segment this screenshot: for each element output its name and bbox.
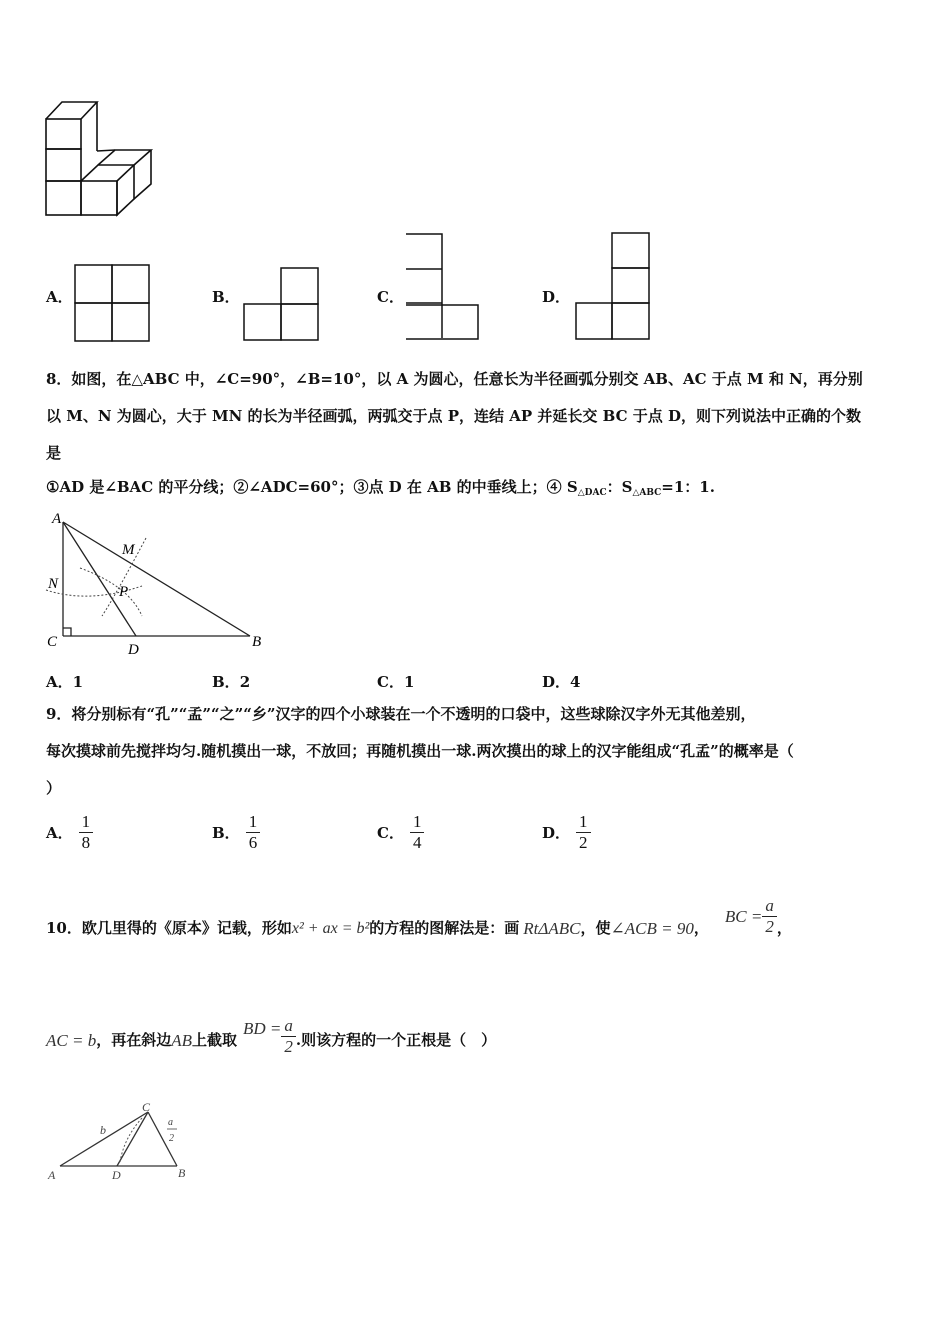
q7-option-a-label: A． <box>46 288 73 306</box>
q10-text-method: 的方程的图解法是：画 <box>369 918 520 937</box>
q10-angle: ∠ACB = 90 <box>610 918 694 938</box>
q9-option-b-den: 6 <box>248 833 258 852</box>
q8-ratio: =1：1. <box>661 478 715 496</box>
q9-option-a-label: A． <box>46 824 73 842</box>
q9-option-c-fraction <box>410 812 425 853</box>
q9-option-d-num: 1 <box>576 812 591 833</box>
q8-option-a <box>46 671 83 692</box>
q10-triangle: RtΔABC <box>523 918 581 938</box>
q10-ac: AC = b <box>46 1030 97 1050</box>
q10-ab: AB <box>171 1030 192 1050</box>
q10-bc-lhs: BC = <box>724 906 763 926</box>
q10-text-cut: ，再在斜边 <box>96 1030 172 1049</box>
q10-text-make: ，使 <box>580 918 611 937</box>
q8-option-d-value: 4 <box>570 673 581 691</box>
q10-label-a-side: a <box>168 1117 173 1128</box>
q9-option-c-label: C． <box>377 824 404 842</box>
q7-option-c-figure <box>404 233 484 343</box>
q10-bd-den: 2 <box>284 1036 293 1056</box>
q7-option-a-figure <box>74 264 152 344</box>
q8-label-a: A <box>52 511 62 527</box>
q8-label-m: M <box>122 542 135 558</box>
q8-label-c: C <box>47 634 58 650</box>
q8-option-d-label: D． <box>542 673 571 691</box>
q8-option-c-value: 1 <box>403 673 415 691</box>
q10-bd-lhs: BD = <box>243 1018 282 1038</box>
q9-line2: 每次摸球前先搅拌均匀.随机摸出一球，不放回；再随机摸出一球.两次摸出的球上的汉字能组成“孔孟”的概率是（ <box>46 742 794 760</box>
q8-option-b <box>212 671 250 692</box>
q9-option-b-fraction <box>246 812 261 853</box>
q8-option-c <box>377 671 414 692</box>
q8-sub-dac: △DAC <box>577 488 607 498</box>
q7-option-b-figure <box>242 267 322 343</box>
q10-text-question: .则该方程的一个正根是（ ） <box>295 1030 497 1049</box>
q10-bc-num: a <box>762 896 777 917</box>
q9-option-d-fraction <box>576 812 591 853</box>
q9-option-a <box>46 812 93 853</box>
q7-option-c-label: C． <box>377 288 404 306</box>
q10-equation: x² + ax = b² <box>291 919 370 937</box>
q7-option-d-figure <box>574 232 654 342</box>
q8-option-b-label: B． <box>212 673 240 691</box>
q8-triangle-figure <box>44 508 269 658</box>
q9-option-a-num: 1 <box>79 812 94 833</box>
q8-option-b-value: 2 <box>239 673 251 691</box>
q9-option-d-den: 2 <box>579 833 588 852</box>
q9-option-a-den: 8 <box>81 833 91 852</box>
q10-bc-fraction <box>762 896 777 937</box>
q9-option-a-fraction <box>79 812 94 853</box>
q10-label-b: B <box>178 1166 186 1180</box>
q9-option-c-num: 1 <box>410 812 425 833</box>
q7-option-d-label: D． <box>542 288 571 306</box>
q8-label-d: D <box>128 642 139 658</box>
q10-label-c: C <box>142 1100 151 1114</box>
q10-label-two: 2 <box>169 1133 174 1144</box>
q10-line2 <box>46 1010 496 1070</box>
q9-line1: 9．将分别标有“孔”“孟”“之”“乡”汉字的四个小球装在一个不透明的口袋中，这些球除汉字外无其他差别， <box>46 705 756 723</box>
q8-statements <box>46 469 715 512</box>
q8-line1: 8．如图，在△ABC 中，∠C=90°，∠B=10°，以 A 为圆心，任意长为半径画弧分别交 AB、AC 于点 M 和 N，再分别 <box>46 370 863 388</box>
q10-bd-fraction <box>281 1016 296 1057</box>
q8-option-c-label: C． <box>377 673 404 691</box>
q8-line3: 是 <box>46 444 62 462</box>
q10-line1 <box>46 895 792 958</box>
q8-statements-text: ①AD 是∠BAC 的平分线；②∠ADC=60°；③点 D 在 AB 的中垂线上；④ S <box>46 478 578 496</box>
q10-label-d: D <box>112 1168 121 1182</box>
q9-option-d-label: D． <box>542 824 571 842</box>
q10-comma-2: ， <box>776 918 792 937</box>
q10-text-intro: 10．欧几里得的《原本》记载，形如 <box>46 918 292 937</box>
q10-bc-den: 2 <box>765 916 774 936</box>
q8-label-b: B <box>252 634 262 650</box>
q9-option-c-den: 4 <box>412 833 422 852</box>
q8-label-n: N <box>48 576 59 592</box>
q9-option-b <box>212 812 260 853</box>
q10-text-take: 上截取 <box>192 1030 238 1049</box>
q8-line2: 以 M、N 为圆心，大于 MN 的长为半径画弧，两弧交于点 P，连结 AP 并延长交 BC 于点 D，则下列说法中正确的个数 <box>46 407 861 425</box>
q9-option-b-label: B． <box>212 824 240 842</box>
q9-option-c <box>377 812 424 853</box>
q10-triangle-figure <box>44 1098 194 1184</box>
q8-option-d <box>542 671 580 692</box>
q10-label-a: A <box>48 1168 56 1182</box>
q9-line3: ） <box>46 779 62 797</box>
q7-option-b-label: B． <box>212 288 240 306</box>
q10-comma-1: ， <box>693 918 709 937</box>
q8-label-p: P <box>119 584 129 600</box>
q9-option-b-num: 1 <box>246 812 261 833</box>
q9-option-d <box>542 812 591 853</box>
q8-option-a-label: A． <box>46 673 73 691</box>
q8-sub-abc: △ABC <box>632 488 662 498</box>
q8-option-a-value: 1 <box>72 673 84 691</box>
q10-label-b-side: b <box>100 1123 106 1137</box>
cube-stack-figure <box>40 95 160 220</box>
q8-colon: ：S <box>606 478 633 496</box>
q10-bd-num: a <box>281 1016 296 1037</box>
